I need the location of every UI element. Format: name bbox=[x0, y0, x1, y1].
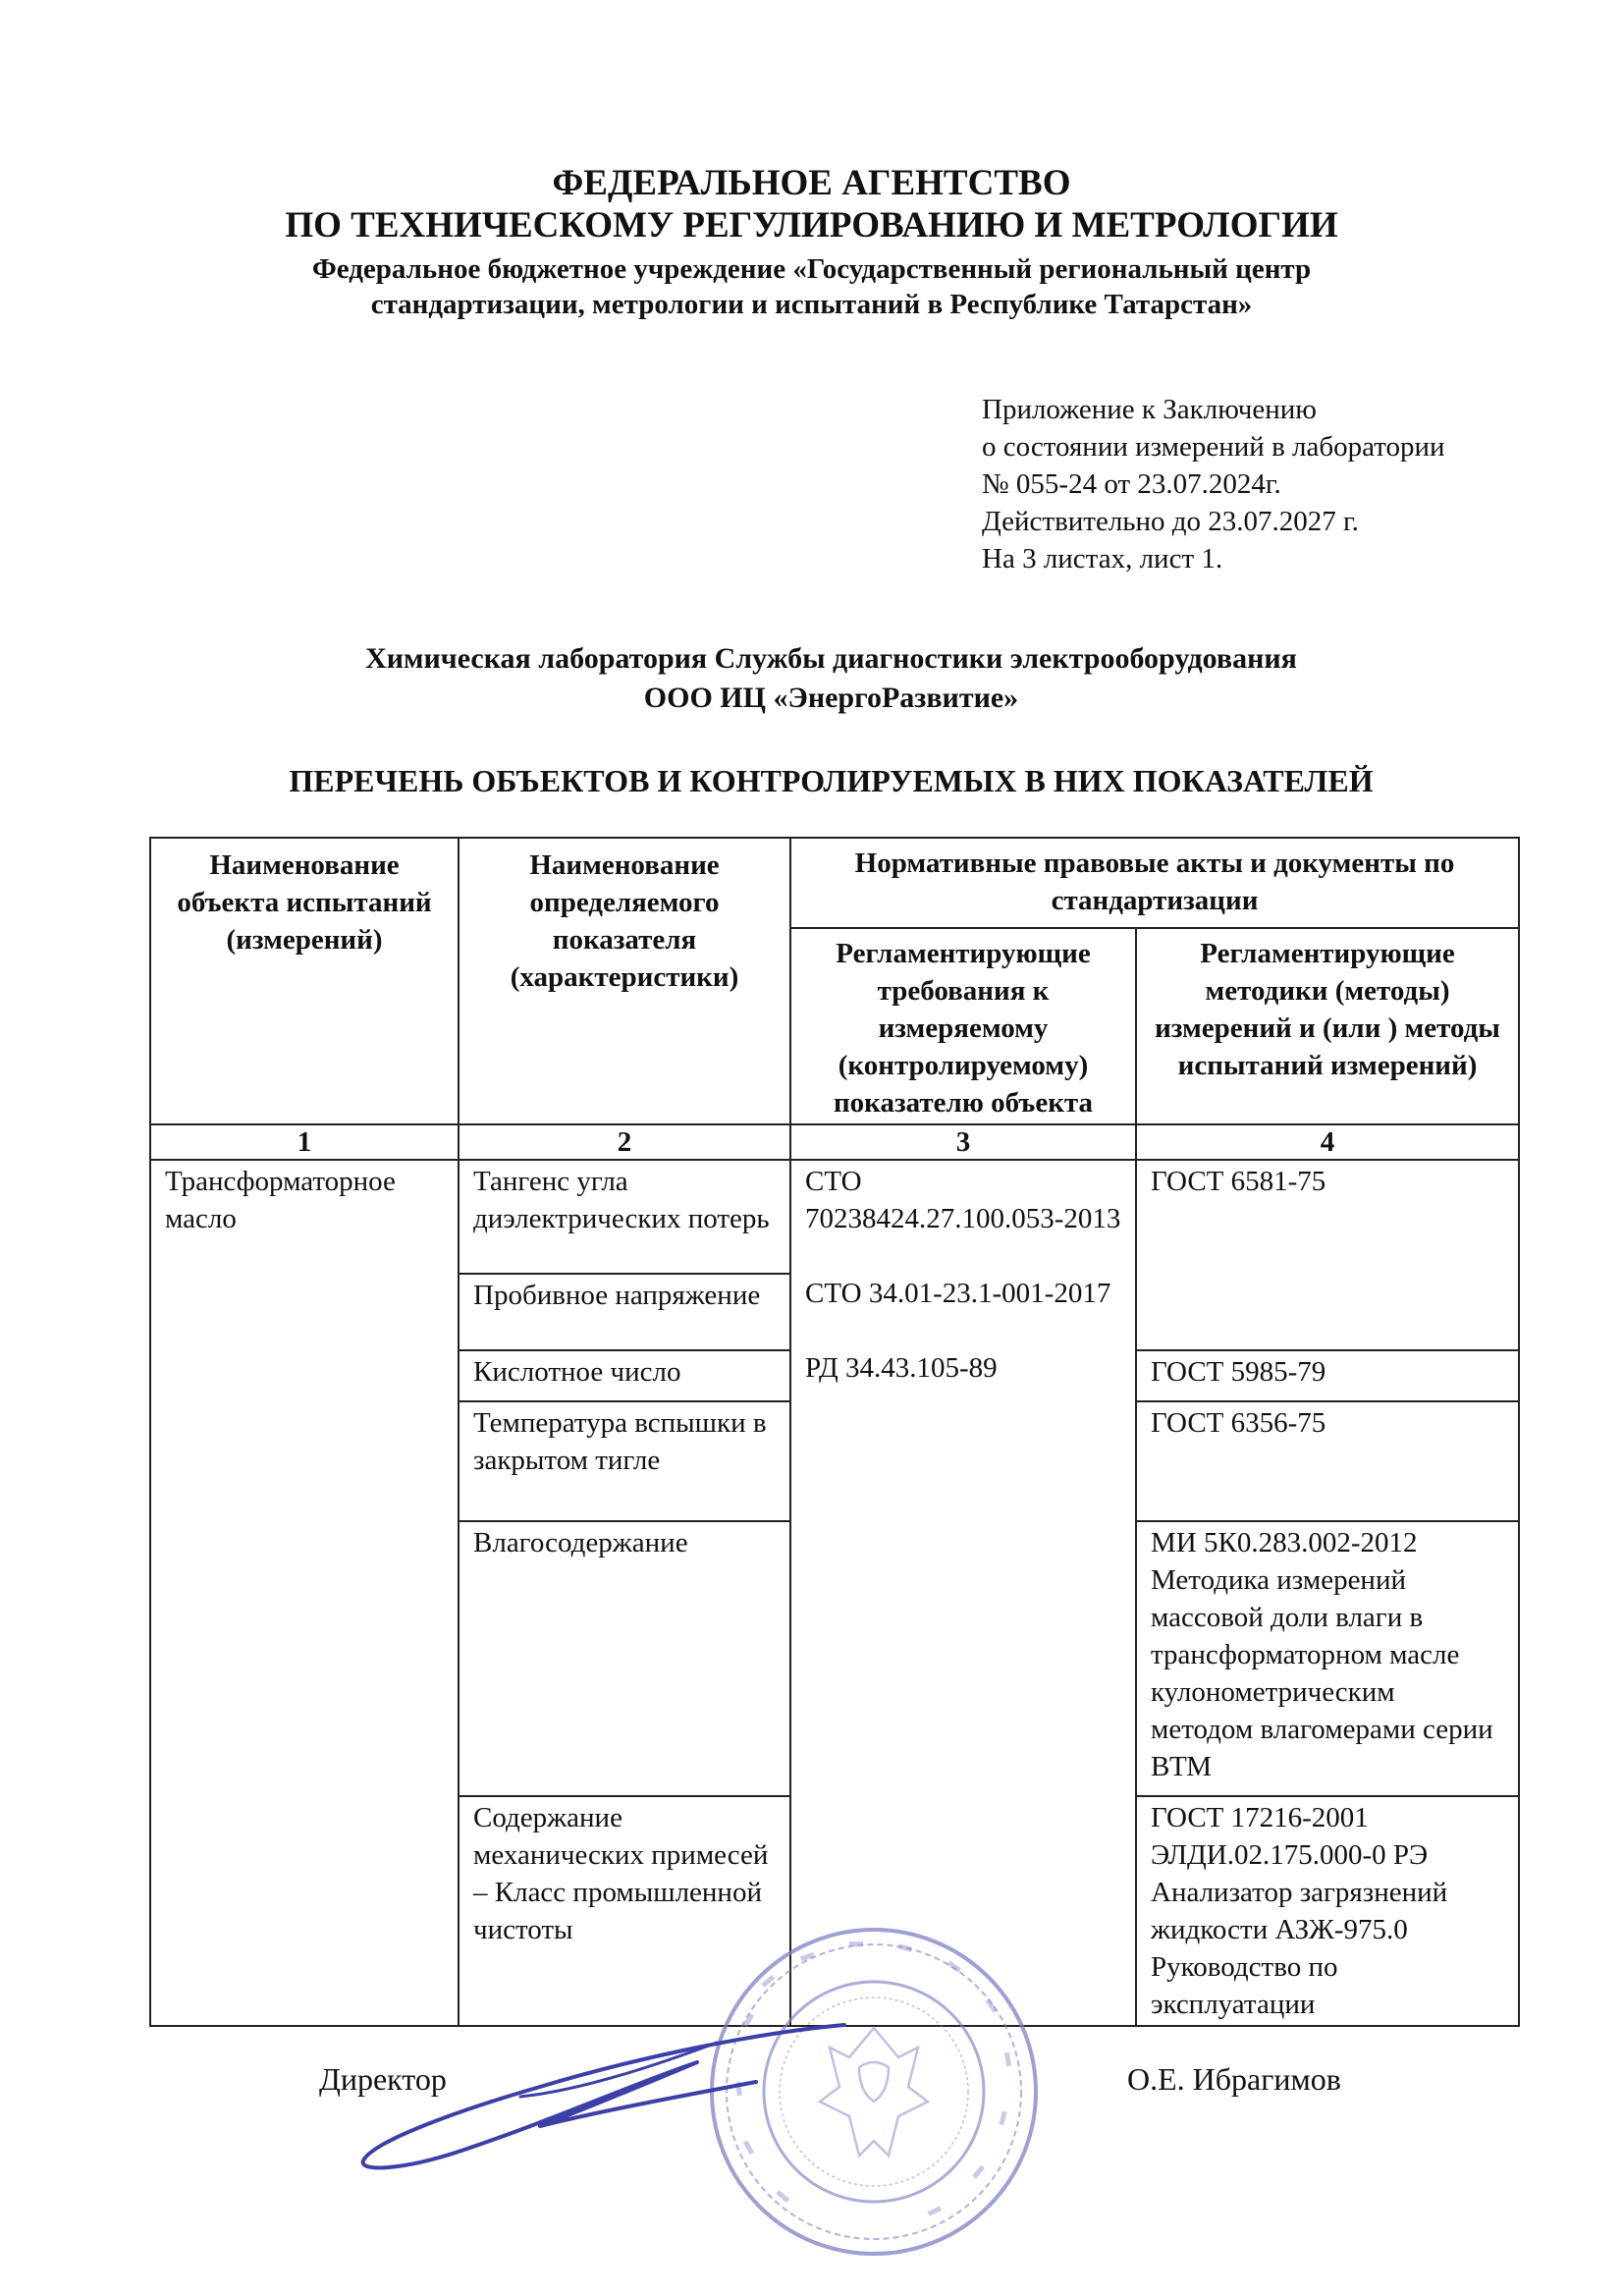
method-cell: МИ 5К0.283.002-2012 Методика измерений массовой доли влаги в трансформаторном масле кулонометрическим методом влагомерами серии ВТМ bbox=[1136, 1521, 1519, 1796]
index-row bbox=[150, 1124, 1519, 1160]
institution-line2: стандартизации, метрологии и испытаний в Республике Татарстан» bbox=[370, 289, 1253, 320]
indicator-cell: Температура вспышки в закрытом тигле bbox=[459, 1401, 790, 1521]
requirement-doc: СТО 34.01-23.1-001-2017 bbox=[805, 1278, 1111, 1309]
lab-name-line1: Химическая лаборатория Службы диагностики электрооборудования bbox=[365, 642, 1297, 675]
table-row bbox=[150, 1160, 1519, 1274]
requirements-cell bbox=[790, 1160, 1136, 2026]
indicator-cell: Тангенс угла диэлектрических потерь bbox=[459, 1160, 790, 1274]
annex-line1: Приложение к Заключению bbox=[982, 394, 1317, 425]
annex-line3: № 055-24 от 23.07.2024г. bbox=[982, 468, 1281, 500]
annex-block bbox=[982, 391, 1445, 577]
index-cell: 3 bbox=[790, 1124, 1136, 1160]
method-cell: ГОСТ 17216-2001 ЭЛДИ.02.175.000-0 РЭ Анализатор загрязнений жидкости АЗЖ-975.0 Руководство по эксплуатации bbox=[1136, 1796, 1519, 2026]
requirement-doc: РД 34.43.105-89 bbox=[805, 1352, 998, 1384]
index-cell: 2 bbox=[459, 1124, 790, 1160]
indicator-cell: Содержание механических примесей – Класс промышленной чистоты bbox=[459, 1796, 790, 2026]
header-requirements: Регламентирующие требования к измеряемому (контролируемому) показателю объекта bbox=[790, 928, 1136, 1124]
institution-line1: Федеральное бюджетное учреждение «Государственный региональный центр bbox=[311, 253, 1312, 285]
annex-line4: Действительно до 23.07.2027 г. bbox=[982, 506, 1359, 537]
agency-title-line2: ПО ТЕХНИЧЕСКОМУ РЕГУЛИРОВАНИЮ И МЕТРОЛОГИИ bbox=[285, 205, 1338, 246]
objects-table bbox=[149, 837, 1520, 2027]
lab-name-line2: ООО ИЦ «ЭнергоРазвитие» bbox=[643, 682, 1019, 714]
header-object: Наименование объекта испытаний (измерений) bbox=[150, 838, 459, 1124]
header-indicator: Наименование определяемого показателя (характеристики) bbox=[459, 838, 790, 1124]
agency-title-line1: ФЕДЕРАЛЬНОЕ АГЕНТСТВО bbox=[552, 163, 1071, 203]
header-row-1 bbox=[150, 838, 1519, 928]
list-title: ПЕРЕЧЕНЬ ОБЪЕКТОВ И КОНТРОЛИРУЕМЫХ В НИХ ПОКАЗАТЕЛЕЙ bbox=[289, 763, 1374, 798]
annex-line2: о состоянии измерений в лаборатории bbox=[982, 431, 1445, 463]
signatory-title: Директор bbox=[319, 2061, 447, 2097]
indicator-cell: Кислотное число bbox=[459, 1350, 790, 1401]
indicator-cell: Пробивное напряжение bbox=[459, 1274, 790, 1350]
header-group: Нормативные правовые акты и документы по стандартизации bbox=[790, 838, 1519, 928]
object-cell: Трансформаторное масло bbox=[150, 1160, 459, 2026]
index-cell: 1 bbox=[150, 1124, 459, 1160]
index-cell: 4 bbox=[1136, 1124, 1519, 1160]
signatory-name: О.Е. Ибрагимов bbox=[1127, 2061, 1341, 2097]
requirement-doc: СТО 70238424.27.100.053-2013 bbox=[805, 1166, 1121, 1234]
header-methods: Регламентирующие методики (методы) измерений и (или ) методы испытаний измерений) bbox=[1136, 928, 1519, 1124]
annex-line5: На 3 листах, лист 1. bbox=[982, 543, 1223, 574]
indicator-cell: Влагосодержание bbox=[459, 1521, 790, 1796]
method-cell: ГОСТ 6356-75 bbox=[1136, 1401, 1519, 1521]
method-cell: ГОСТ 5985-79 bbox=[1136, 1350, 1519, 1401]
method-cell: ГОСТ 6581-75 bbox=[1136, 1160, 1519, 1350]
